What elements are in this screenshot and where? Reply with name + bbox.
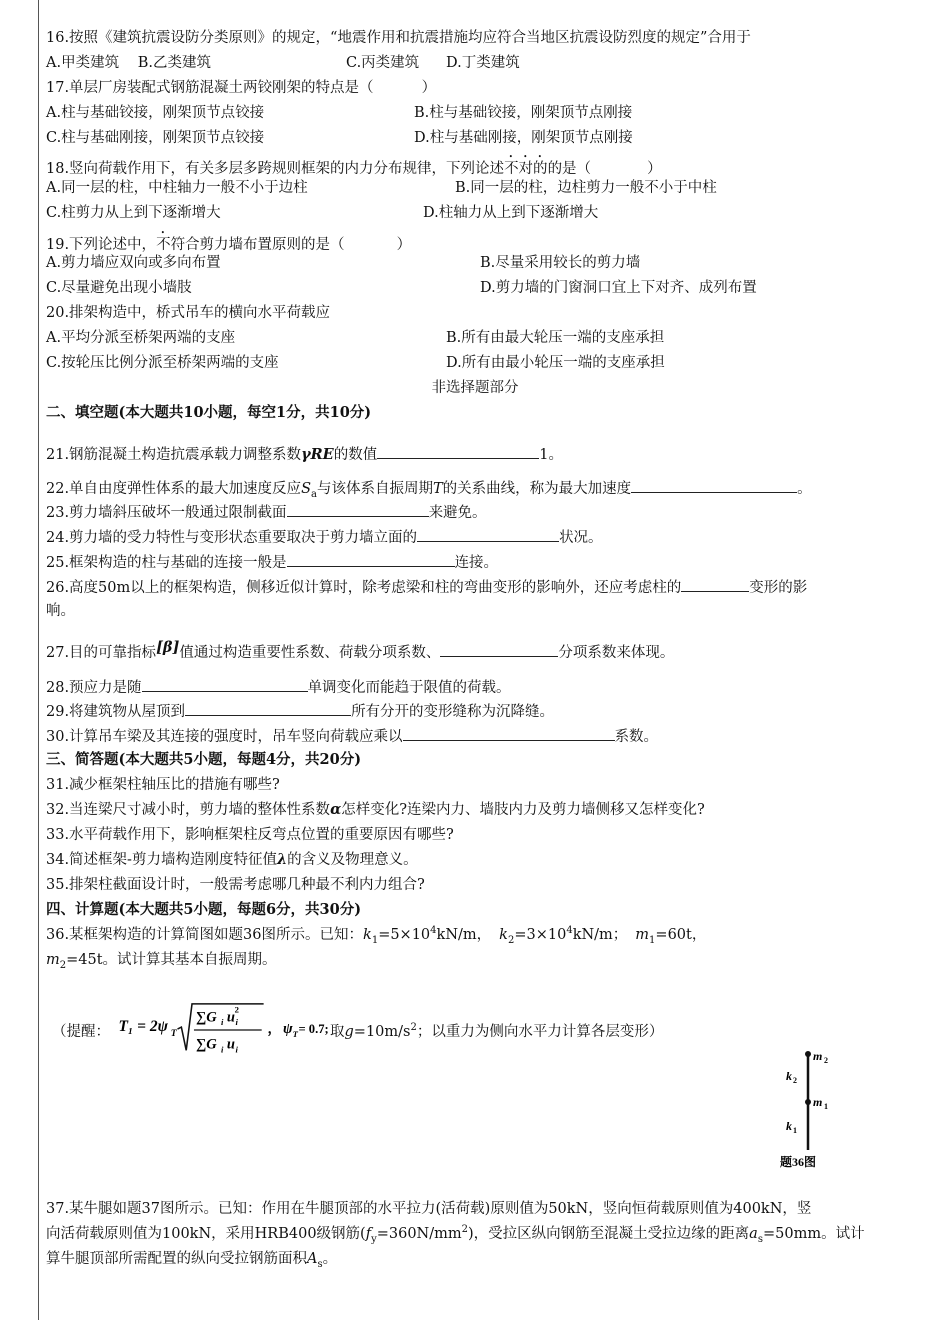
mass-node-m2: [805, 1051, 811, 1057]
q20-option-c: C.按轮压比例分派至桥架两端的支座: [46, 355, 279, 371]
q18-close: ）: [647, 161, 662, 177]
formula-psi2-sub: T: [292, 1028, 298, 1039]
q21-post: 1。: [539, 447, 563, 463]
k2-sub: 2: [507, 934, 515, 946]
q22-pre: 22.单自由度弹性体系的最大加速度反应: [46, 481, 302, 497]
q18-stem-emphasis: 不对的: [504, 161, 548, 177]
formula-separator: ，: [267, 1020, 282, 1036]
fy-exp: 2: [461, 1224, 469, 1236]
section-2-heading: 二、填空题(本大题共10小题，每空1分，共10分): [46, 404, 372, 421]
As-symbol: A: [307, 1251, 318, 1267]
q20-option-b: B.所有由最大轮压一端的支座承担: [446, 330, 665, 346]
q22-end: 。: [797, 481, 812, 497]
q24-blank[interactable]: [417, 527, 559, 542]
left-margin-rule: [38, 0, 39, 1320]
q33: 33.水平荷载作用下，影响框架柱反弯点位置的重要原因有哪些?: [46, 827, 454, 843]
q25-pre: 25.框架构造的柱与基础的连接一般是: [46, 555, 287, 571]
hint-take: 取: [330, 1024, 345, 1040]
as-sub: s: [757, 1233, 763, 1245]
q27: [46, 639, 675, 663]
q26-blank[interactable]: [681, 577, 749, 592]
fy-symbol: f: [365, 1226, 372, 1242]
m2-val: =45t。试计算其基本自振周期。: [66, 952, 277, 968]
q16-options: [46, 53, 520, 73]
formula-lhs: T₁ = 2ψ: [118, 1017, 168, 1035]
q36-hint-tail: [330, 1022, 663, 1042]
fig-36-caption: 题36图: [780, 1155, 817, 1169]
q27-post: 分项系数来体现。: [558, 645, 675, 661]
q37-line2: [46, 1224, 865, 1244]
q17-option-b: B.柱与基础铰接，刚架顶节点刚接: [414, 105, 633, 121]
q25-blank[interactable]: [287, 552, 455, 567]
q29-blank[interactable]: [185, 701, 351, 716]
q19-stem-post: 符合剪力墙布置原则的是（: [170, 237, 345, 253]
q24-pre: 24.剪力墙的受力特性与变形状态重要取决于剪力墙立面的: [46, 530, 418, 546]
q25-post: 连接。: [454, 555, 499, 571]
q19-option-b: B.尽量采用较长的剪力墙: [480, 255, 641, 271]
m1-val: =60t，: [655, 927, 707, 943]
q30-pre: 30.计算吊车梁及其连接的强度时，吊车竖向荷载应乘以: [46, 729, 403, 745]
q22-s-sub: a: [311, 488, 317, 500]
q37-line3-pre: 算牛腿顶部所需配置的纵向受拉钢筋面积: [46, 1251, 307, 1267]
q22-post: 的关系曲线，称为最大加速度: [442, 481, 632, 497]
q37-line1: 37.某牛腿如题37图所示。已知：作用在牛腿顶部的水平拉力(活荷载)原则值为50kN，竖向恒荷载原则值为400kN，竖: [46, 1201, 812, 1217]
q18-stem-pre: 18.竖向荷载作用下，有关多层多跨规则框架的内力分布规律，下列论述: [46, 161, 505, 177]
gamma-re-symbol: γRE: [301, 446, 334, 463]
formula-den-sub: i: [221, 1044, 224, 1055]
q23-blank[interactable]: [287, 502, 429, 517]
q30-blank[interactable]: [403, 726, 615, 741]
q26-line2: 响。: [46, 603, 75, 619]
formula-num-sub: i: [221, 1017, 224, 1028]
q36-line1: [46, 925, 706, 945]
q22-blank[interactable]: [631, 478, 797, 493]
section-3-heading: 三、简答题(本大题共5小题，每题4分，共20分): [46, 751, 362, 768]
as-symbol: a: [749, 1226, 758, 1242]
q32-post: 怎样变化?连梁内力、墙肢内力及剪力墙侧移又怎样变化?: [341, 802, 705, 818]
q30: [46, 726, 658, 747]
q19-close: ）: [396, 237, 412, 253]
q23-post: 来避免。: [428, 505, 487, 521]
q28-post: 单调变化而能趋于限值的荷载。: [307, 680, 511, 696]
m1: m: [635, 927, 650, 943]
figure-36-diagram: [780, 1042, 840, 1172]
formula-den-sub2: i: [235, 1044, 238, 1055]
q26: [46, 577, 807, 598]
g-symbol: g: [344, 1024, 354, 1040]
q20-option-d: D.所有由最小轮压一端的支座承担: [446, 355, 665, 371]
hint-exp: 2: [410, 1022, 417, 1034]
q28-blank[interactable]: [142, 677, 308, 692]
k1-unit: kN/m，: [436, 927, 492, 943]
q19-stem: [46, 229, 411, 255]
q19-stem-pre: 19.下列论述中，: [46, 237, 157, 253]
q26-pre: 26.高度50m以上的框架构造，侧移近似计算时，除考虑梁和柱的弯曲变形的影响外，还应考虑柱的: [46, 580, 682, 596]
q35: 35.排架柱截面设计时，一般需考虑哪几种最不利内力组合?: [46, 877, 425, 893]
q19-stem-emphasis: 不: [156, 237, 171, 253]
q22: [46, 478, 812, 499]
As-sub: s: [317, 1258, 323, 1270]
q36-hint-label: （提醒：: [52, 1024, 110, 1040]
non-choice-heading: 非选择题部分: [431, 380, 519, 396]
q16-option-a: A.甲类建筑: [46, 55, 120, 71]
q20-option-a: A.平均分派至桥架两端的支座: [46, 330, 236, 346]
q22-t: T: [432, 481, 443, 497]
formula-num-sub2: i: [235, 1017, 238, 1028]
k1: k: [363, 927, 372, 943]
q18-option-b: B.同一层的柱，边柱剪力一般不小于中柱: [455, 180, 717, 196]
q17-close: ）: [421, 80, 437, 96]
q19-option-c: C.尽量避免出现小墙肢: [46, 280, 192, 296]
q24-post: 状况。: [559, 530, 603, 546]
fy-sub: y: [371, 1233, 377, 1245]
fig-k2-sub: 2: [793, 1076, 797, 1085]
fig-m2-label: m: [813, 1049, 823, 1063]
formula-psi-sub: T: [170, 1027, 177, 1039]
k2: k: [499, 927, 508, 943]
section-4-heading: 四、计算题(本大题共5小题，每题6分，共30分): [46, 901, 362, 918]
q27-mid: 值通过构造重要性系数、荷载分项系数、: [179, 645, 441, 661]
q25: [46, 552, 498, 573]
k2-unit: kN/m；: [572, 927, 628, 943]
q22-s: S: [301, 481, 311, 497]
q17-stem: [46, 78, 436, 98]
q16-stem: 16.按照《建筑抗震设防分类原则》的规定，“地震作用和抗震措施均应符合当地区抗震设防烈度的规定”合用于: [46, 30, 751, 46]
formula-numerator: ∑G: [195, 1009, 217, 1026]
q36-line2: [46, 950, 277, 970]
q37-line2-mid: )，受拉区纵向钢筋至混凝土受拉边缘的距离: [468, 1226, 750, 1242]
q16-option-c: C.丙类建筑: [346, 55, 420, 71]
formula-den-tail: u: [226, 1036, 235, 1053]
formula-num-tail: u: [226, 1009, 235, 1026]
formula-num-sq: 2: [234, 1004, 239, 1015]
q36-pre: 36.某框架构造的计算简图如题36图所示。已知：: [46, 927, 364, 943]
q27-blank[interactable]: [440, 642, 558, 657]
m2-sub: 2: [59, 959, 67, 971]
q17-option-d: D.柱与基础刚接，刚架顶节点刚接: [414, 130, 633, 146]
q31: 31.减少框架柱轴压比的措施有哪些?: [46, 777, 280, 793]
fig-k2-label: k: [786, 1069, 792, 1083]
q23: [46, 502, 487, 523]
q18-option-a: A.同一层的柱，中柱轴力一般不小于边柱: [46, 180, 308, 196]
q19-option-d: D.剪力墙的门窗洞口宜上下对齐、成列布置: [480, 280, 757, 296]
q29-pre: 29.将建筑物从屋顶到: [46, 704, 186, 720]
q16-option-d: D.丁类建筑: [446, 55, 520, 71]
q28: [46, 677, 511, 698]
k1-sub: 1: [371, 934, 379, 946]
formula-denominator: ∑G: [195, 1036, 217, 1053]
q17-stem-text: 17.单层厂房装配式钢筋混凝土两铰刚架的特点是（: [46, 80, 374, 96]
q21-blank[interactable]: [377, 444, 539, 459]
q18-option-d: D.柱轴力从上到下逐渐增大: [423, 205, 599, 221]
k1-exp: 4: [430, 925, 437, 937]
q24: [46, 527, 603, 548]
q17-option-a: A.柱与基础铰接，刚架顶节点铰接: [46, 105, 265, 121]
q34-post: 的含义及物理意义。: [287, 852, 418, 868]
beta-symbol: [β]: [156, 639, 180, 656]
q34-pre: 34.简述框架-剪力墙构造刚度特征值: [46, 852, 277, 868]
hint-g-value: =10m/s: [353, 1024, 411, 1040]
q29: [46, 701, 554, 722]
q21-pre: 21.钢筋混凝土构造抗震承载力调整系数: [46, 447, 302, 463]
formula-psi: ψ: [282, 1020, 293, 1037]
fig-k1-label: k: [786, 1119, 792, 1133]
q17-option-c: C.柱与基础刚接，刚架顶节点铰接: [46, 130, 265, 146]
fig-k1-sub: 1: [793, 1126, 797, 1135]
q37-line3-end: 。: [322, 1251, 338, 1267]
fig-m2-sub: 2: [824, 1056, 828, 1065]
fy-val: =360N/mm: [376, 1226, 462, 1242]
q37-line2-pre: 向活荷载原则值为100kN，采用HRB400级钢筋(: [46, 1226, 366, 1242]
lambda-symbol: λ: [276, 851, 288, 868]
q18-option-c: C.柱剪力从上到下逐渐增大: [46, 205, 221, 221]
m1-sub: 1: [649, 934, 656, 946]
q21: [46, 444, 563, 465]
k2-exp: 4: [566, 925, 573, 937]
alpha-symbol: α: [330, 801, 342, 818]
q32-pre: 32.当连梁尺寸减小时，剪力墙的整体性系数: [46, 802, 331, 818]
natural-period-formula: [115, 1000, 330, 1060]
q18-stem-post: 的是（: [547, 161, 592, 177]
q30-post: 系数。: [614, 729, 659, 745]
q26-post: 变形的影: [749, 580, 808, 596]
mass-node-m1: [805, 1099, 811, 1105]
formula-psi-value: = 0.7;: [298, 1021, 329, 1036]
q21-mid: 的数值: [333, 447, 378, 463]
q22-mid: 与该体系自振周期: [316, 481, 433, 497]
q32: [46, 800, 705, 820]
q18-stem: [46, 153, 662, 179]
q37-line3: [46, 1249, 337, 1269]
m2: m: [46, 952, 60, 968]
q20-stem: 20.排架构造中，桥式吊车的横向水平荷载应: [46, 305, 331, 321]
q29-post: 所有分开的变形缝称为沉降缝。: [351, 704, 555, 720]
q34: [46, 850, 418, 870]
k1-val: =5×10: [378, 927, 431, 943]
fig-m1-label: m: [813, 1095, 823, 1109]
hint-tail: ；以重力为侧向水平力计算各层变形）: [416, 1024, 664, 1040]
q19-option-a: A.剪力墙应双向或多向布置: [46, 255, 221, 271]
q27-pre: 27.目的可靠指标: [46, 645, 157, 661]
q28-pre: 28.预应力是随: [46, 680, 142, 696]
q16-option-b: B.乙类建筑: [137, 55, 211, 71]
as-val: =50mm。试计: [762, 1226, 865, 1242]
k2-val: =3×10: [514, 927, 567, 943]
q23-pre: 23.剪力墙斜压破坏一般通过限制截面: [46, 505, 287, 521]
fig-m1-sub: 1: [824, 1102, 828, 1111]
